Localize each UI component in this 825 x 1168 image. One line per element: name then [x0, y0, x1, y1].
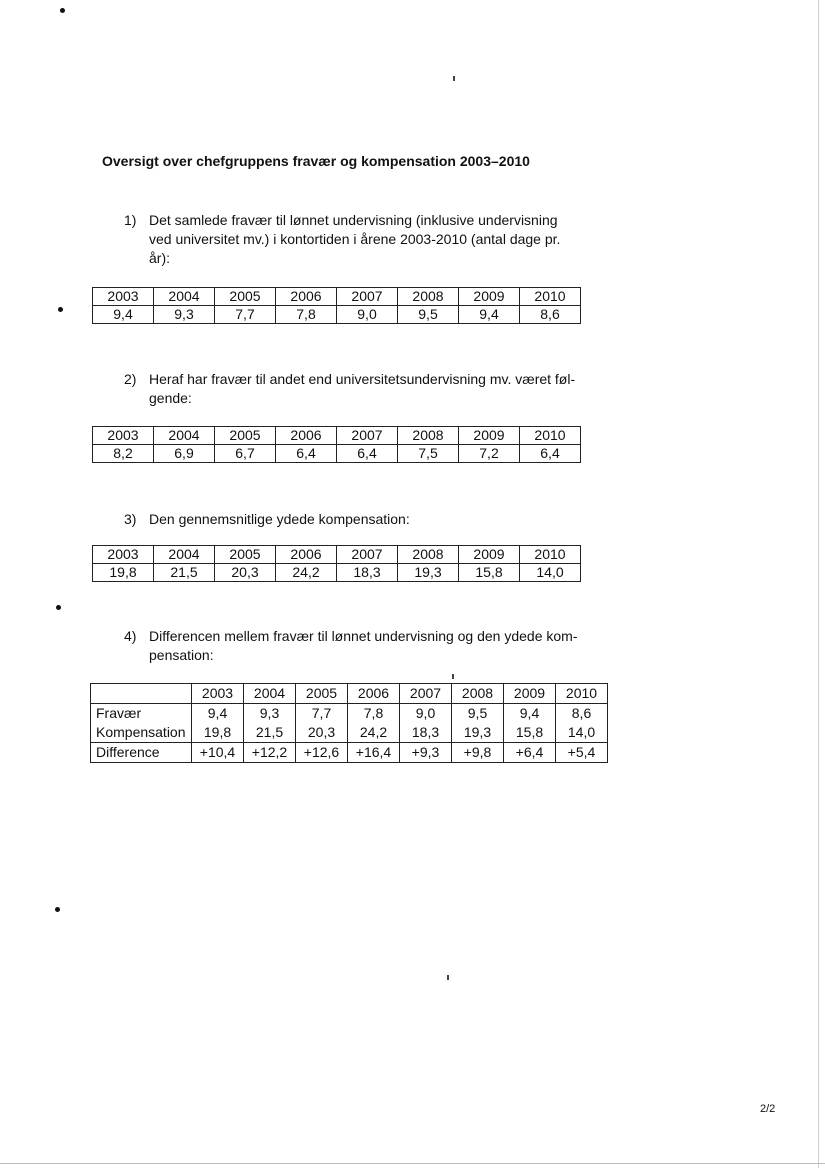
year-cell: 2003: [93, 546, 154, 564]
value-cell: +16,4: [348, 743, 400, 763]
value-row: [93, 564, 581, 582]
year-cell: 2004: [154, 427, 215, 445]
value-cell: 6,4: [276, 445, 337, 463]
section-3-line: Den gennemsnitlige ydede kompensation:: [149, 511, 410, 527]
value-cell: 20,3: [296, 723, 348, 743]
value-cell: 15,8: [459, 564, 520, 582]
year-header-row: [93, 546, 581, 564]
value-cell: 6,4: [337, 445, 398, 463]
year-cell: 2010: [520, 288, 581, 306]
section-4-line: pensation:: [149, 647, 214, 663]
section-1-line: Det samlede fravær til lønnet undervisning (inklusive undervisning: [149, 212, 558, 228]
year-header-row: [93, 427, 581, 445]
value-cell: 19,8: [93, 564, 154, 582]
section-2-number: 2): [124, 371, 137, 387]
value-cell: 9,5: [452, 704, 504, 724]
section-2-line: Heraf har fravær til andet end universitetsundervisning mv. været føl-: [149, 371, 576, 387]
year-header-row: [93, 288, 581, 306]
value-cell: +5,4: [556, 743, 608, 763]
section-4-number: 4): [124, 628, 137, 644]
scan-speck: [453, 76, 455, 81]
year-cell: 2007: [337, 288, 398, 306]
value-cell: 9,0: [400, 704, 452, 724]
value-row: [93, 445, 581, 463]
value-cell: 9,4: [93, 306, 154, 324]
value-cell: +6,4: [504, 743, 556, 763]
value-cell: 8,2: [93, 445, 154, 463]
year-cell: 2009: [504, 684, 556, 704]
value-cell: 19,3: [452, 723, 504, 743]
year-cell: 2006: [276, 288, 337, 306]
year-cell: 2008: [398, 427, 459, 445]
table-row-kompensation: [91, 723, 608, 743]
year-cell: 2006: [348, 684, 400, 704]
year-cell: 2007: [400, 684, 452, 704]
section-4-line: Differencen mellem fravær til lønnet undervisning og den ydede kom-: [149, 628, 578, 644]
value-cell: 14,0: [556, 723, 608, 743]
value-cell: 7,7: [215, 306, 276, 324]
year-cell: 2009: [459, 427, 520, 445]
year-cell: 2007: [337, 427, 398, 445]
scan-speck: [452, 674, 454, 679]
value-cell: 8,6: [520, 306, 581, 324]
scan-speck: [447, 975, 449, 980]
value-cell: +12,6: [296, 743, 348, 763]
value-cell: 24,2: [276, 564, 337, 582]
year-cell: 2005: [215, 427, 276, 445]
section-1-number: 1): [124, 212, 137, 228]
value-cell: 14,0: [520, 564, 581, 582]
year-cell: 2005: [215, 546, 276, 564]
year-cell: 2006: [276, 546, 337, 564]
year-cell: 2008: [398, 546, 459, 564]
page-edge-right: [818, 0, 819, 1168]
value-cell: 9,4: [504, 704, 556, 724]
value-cell: 7,8: [348, 704, 400, 724]
year-cell: 2003: [93, 427, 154, 445]
value-cell: 6,9: [154, 445, 215, 463]
year-cell: 2005: [215, 288, 276, 306]
section-1-table: [92, 287, 581, 324]
value-cell: +12,2: [244, 743, 296, 763]
value-cell: 15,8: [504, 723, 556, 743]
section-2-line: gende:: [149, 390, 192, 406]
section-3-number: 3): [124, 511, 137, 527]
value-row: [93, 306, 581, 324]
year-cell: 2010: [520, 546, 581, 564]
year-cell: 2004: [154, 546, 215, 564]
value-cell: 9,4: [459, 306, 520, 324]
year-cell: 2004: [244, 684, 296, 704]
value-cell: 6,7: [215, 445, 276, 463]
value-cell: 20,3: [215, 564, 276, 582]
table-row-fravaer: [91, 704, 608, 724]
year-cell: 2009: [459, 288, 520, 306]
value-cell: 9,3: [244, 704, 296, 724]
value-cell: 9,4: [192, 704, 244, 724]
value-cell: 9,3: [154, 306, 215, 324]
empty-header-cell: [91, 684, 192, 704]
row-label: Kompensation: [91, 723, 192, 743]
difference-table: [90, 683, 608, 763]
value-cell: 6,4: [520, 445, 581, 463]
scan-mark: [56, 605, 61, 610]
value-cell: +9,3: [400, 743, 452, 763]
year-cell: 2010: [520, 427, 581, 445]
year-cell: 2010: [556, 684, 608, 704]
value-cell: 8,6: [556, 704, 608, 724]
value-cell: 24,2: [348, 723, 400, 743]
scan-mark: [60, 8, 65, 13]
value-cell: 21,5: [244, 723, 296, 743]
page-number: 2/2: [760, 1103, 776, 1115]
year-cell: 2004: [154, 288, 215, 306]
value-cell: 19,8: [192, 723, 244, 743]
section-3-table: [92, 545, 581, 582]
value-cell: 7,2: [459, 445, 520, 463]
year-cell: 2007: [337, 546, 398, 564]
value-cell: 7,8: [276, 306, 337, 324]
year-cell: 2009: [459, 546, 520, 564]
value-cell: 7,7: [296, 704, 348, 724]
section-2-table: [92, 426, 581, 463]
page-edge-bottom: [0, 1163, 825, 1164]
year-cell: 2008: [398, 288, 459, 306]
table-row-difference: [91, 743, 608, 763]
section-1-line: ved universitet mv.) i kontortiden i årene 2003-2010 (antal dage pr.: [149, 231, 561, 247]
year-cell: 2003: [93, 288, 154, 306]
year-cell: 2008: [452, 684, 504, 704]
document-title: Oversigt over chefgruppens fravær og kompensation 2003–2010: [102, 153, 530, 169]
value-cell: 7,5: [398, 445, 459, 463]
value-cell: 19,3: [398, 564, 459, 582]
row-label: Fravær: [91, 704, 192, 724]
year-header-row: [91, 684, 608, 704]
value-cell: 18,3: [337, 564, 398, 582]
value-cell: 18,3: [400, 723, 452, 743]
value-cell: 9,0: [337, 306, 398, 324]
value-cell: 21,5: [154, 564, 215, 582]
year-cell: 2006: [276, 427, 337, 445]
year-cell: 2003: [192, 684, 244, 704]
year-cell: 2005: [296, 684, 348, 704]
scan-mark: [55, 907, 60, 912]
row-label: Difference: [91, 743, 192, 763]
value-cell: +10,4: [192, 743, 244, 763]
scan-mark: [58, 307, 63, 312]
value-cell: +9,8: [452, 743, 504, 763]
value-cell: 9,5: [398, 306, 459, 324]
section-1-line: år):: [149, 250, 170, 266]
